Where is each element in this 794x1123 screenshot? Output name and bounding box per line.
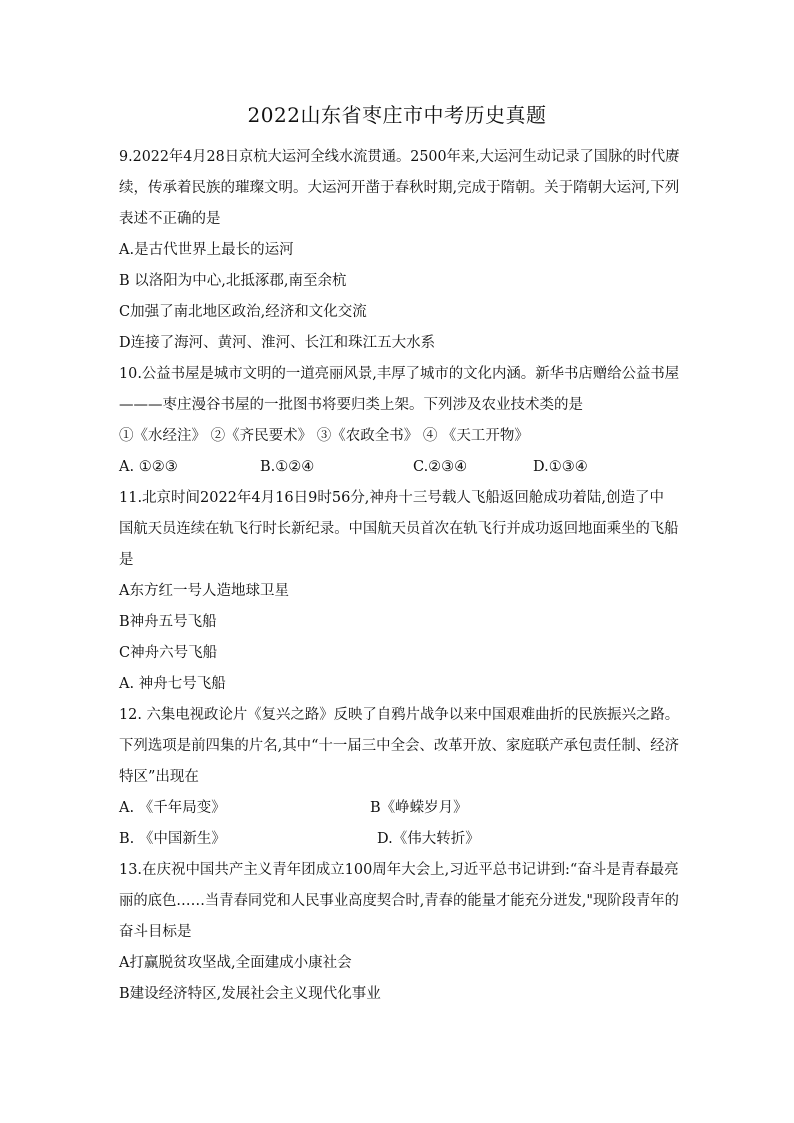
q10-option-c: C.②③④	[413, 459, 468, 475]
q12-option-a: A. 《千年局变》	[119, 800, 226, 816]
q9-option-c: C加强了南北地区政治,经济和文化交流	[119, 304, 367, 320]
q10-option-d: D.①③④	[533, 459, 588, 475]
q10-option-b: B.①②④	[260, 459, 315, 475]
q9-stem-line-1: 9.2022年4月28日京杭大运河全线水流贯通。2500年来,大运河生动记录了国脉的时代赓	[119, 149, 680, 165]
q12-option-b: B《峥蝾岁月》	[370, 800, 468, 816]
q11-option-c: C神舟六号飞船	[119, 645, 218, 661]
q10-stem-line-2: ———枣庄漫谷书屋的一批图书将要归类上架。下列涉及农业技术类的是	[119, 397, 583, 413]
q10-stem-line-3: ①《水经注》 ②《齐民要术》 ③《农政全书》 ④ 《天工开物》	[119, 428, 529, 444]
q9-option-a: A.是古代世界上最长的运河	[119, 242, 294, 258]
q13-option-a: A打赢脱贫攻坚战,全面建成小康社会	[119, 955, 352, 971]
q11-option-b: B神舟五号飞船	[119, 614, 217, 630]
q13-stem-line-2: 丽的底色……当青春同党和人民事业高度契合时,青春的能量才能充分迸发,"现阶段青年的	[119, 893, 679, 909]
page-title: 2022山东省枣庄市中考历史真题	[247, 103, 547, 127]
q12-option-c: B. 《中国新生》	[119, 831, 226, 847]
q13-stem-line-1: 13.在庆祝中国共产主义青年团成立100周年大会上,习近平总书记讲到:“奋斗是青春最亮	[119, 862, 679, 878]
q11-stem-line-2: 国航天员连续在轨飞行时长新纪录。中国航天员首次在轨飞行并成功返回地面乘坐的飞船	[119, 521, 679, 537]
q13-option-b: B建设经济特区,发展社会主义现代化事业	[119, 986, 381, 1002]
q11-stem-line-1: 11.北京时间2022年4月16日9时56分,神舟十三号载人飞船返回舱成功着陆,创造了中	[119, 490, 665, 506]
q13-stem-line-3: 奋斗目标是	[119, 924, 192, 940]
q12-stem-line-1: 12. 六集电视政论片《复兴之路》反映了自鸦片战争以来中国艰难曲折的民族振兴之路。	[119, 707, 680, 723]
q9-stem-line-3: 表述不正确的是	[119, 211, 221, 227]
q9-option-b: B 以洛阳为中心,北抵涿郡,南至余杭	[119, 273, 347, 289]
q10-option-a: A. ①②③	[119, 459, 178, 475]
q9-option-d: D连接了海河、黄河、淮河、长江和珠江五大水系	[119, 335, 436, 351]
q11-stem-line-3: 是	[119, 552, 134, 568]
q11-option-d: A. 神舟七号飞船	[119, 676, 226, 692]
q12-stem-line-3: 特区”出现在	[119, 769, 199, 785]
q9-stem-line-2: 续，传承着民族的璀璨文明。大运河开凿于春秋时期,完成于隋朝。关于隋朝大运河,下列	[119, 180, 680, 196]
q12-option-d: D.《伟大转折》	[377, 831, 480, 847]
q12-stem-line-2: 下列选项是前四集的片名,其中“十一届三中全会、改革开放、家庭联产承包责任制、经济	[119, 738, 680, 754]
q11-option-a: A东方红一号人造地球卫星	[119, 583, 289, 599]
q10-stem-line-1: 10.公益书屋是城市文明的一道亮丽风景,丰厚了城市的文化内涵。新华书店赠给公益书屋	[119, 366, 680, 382]
